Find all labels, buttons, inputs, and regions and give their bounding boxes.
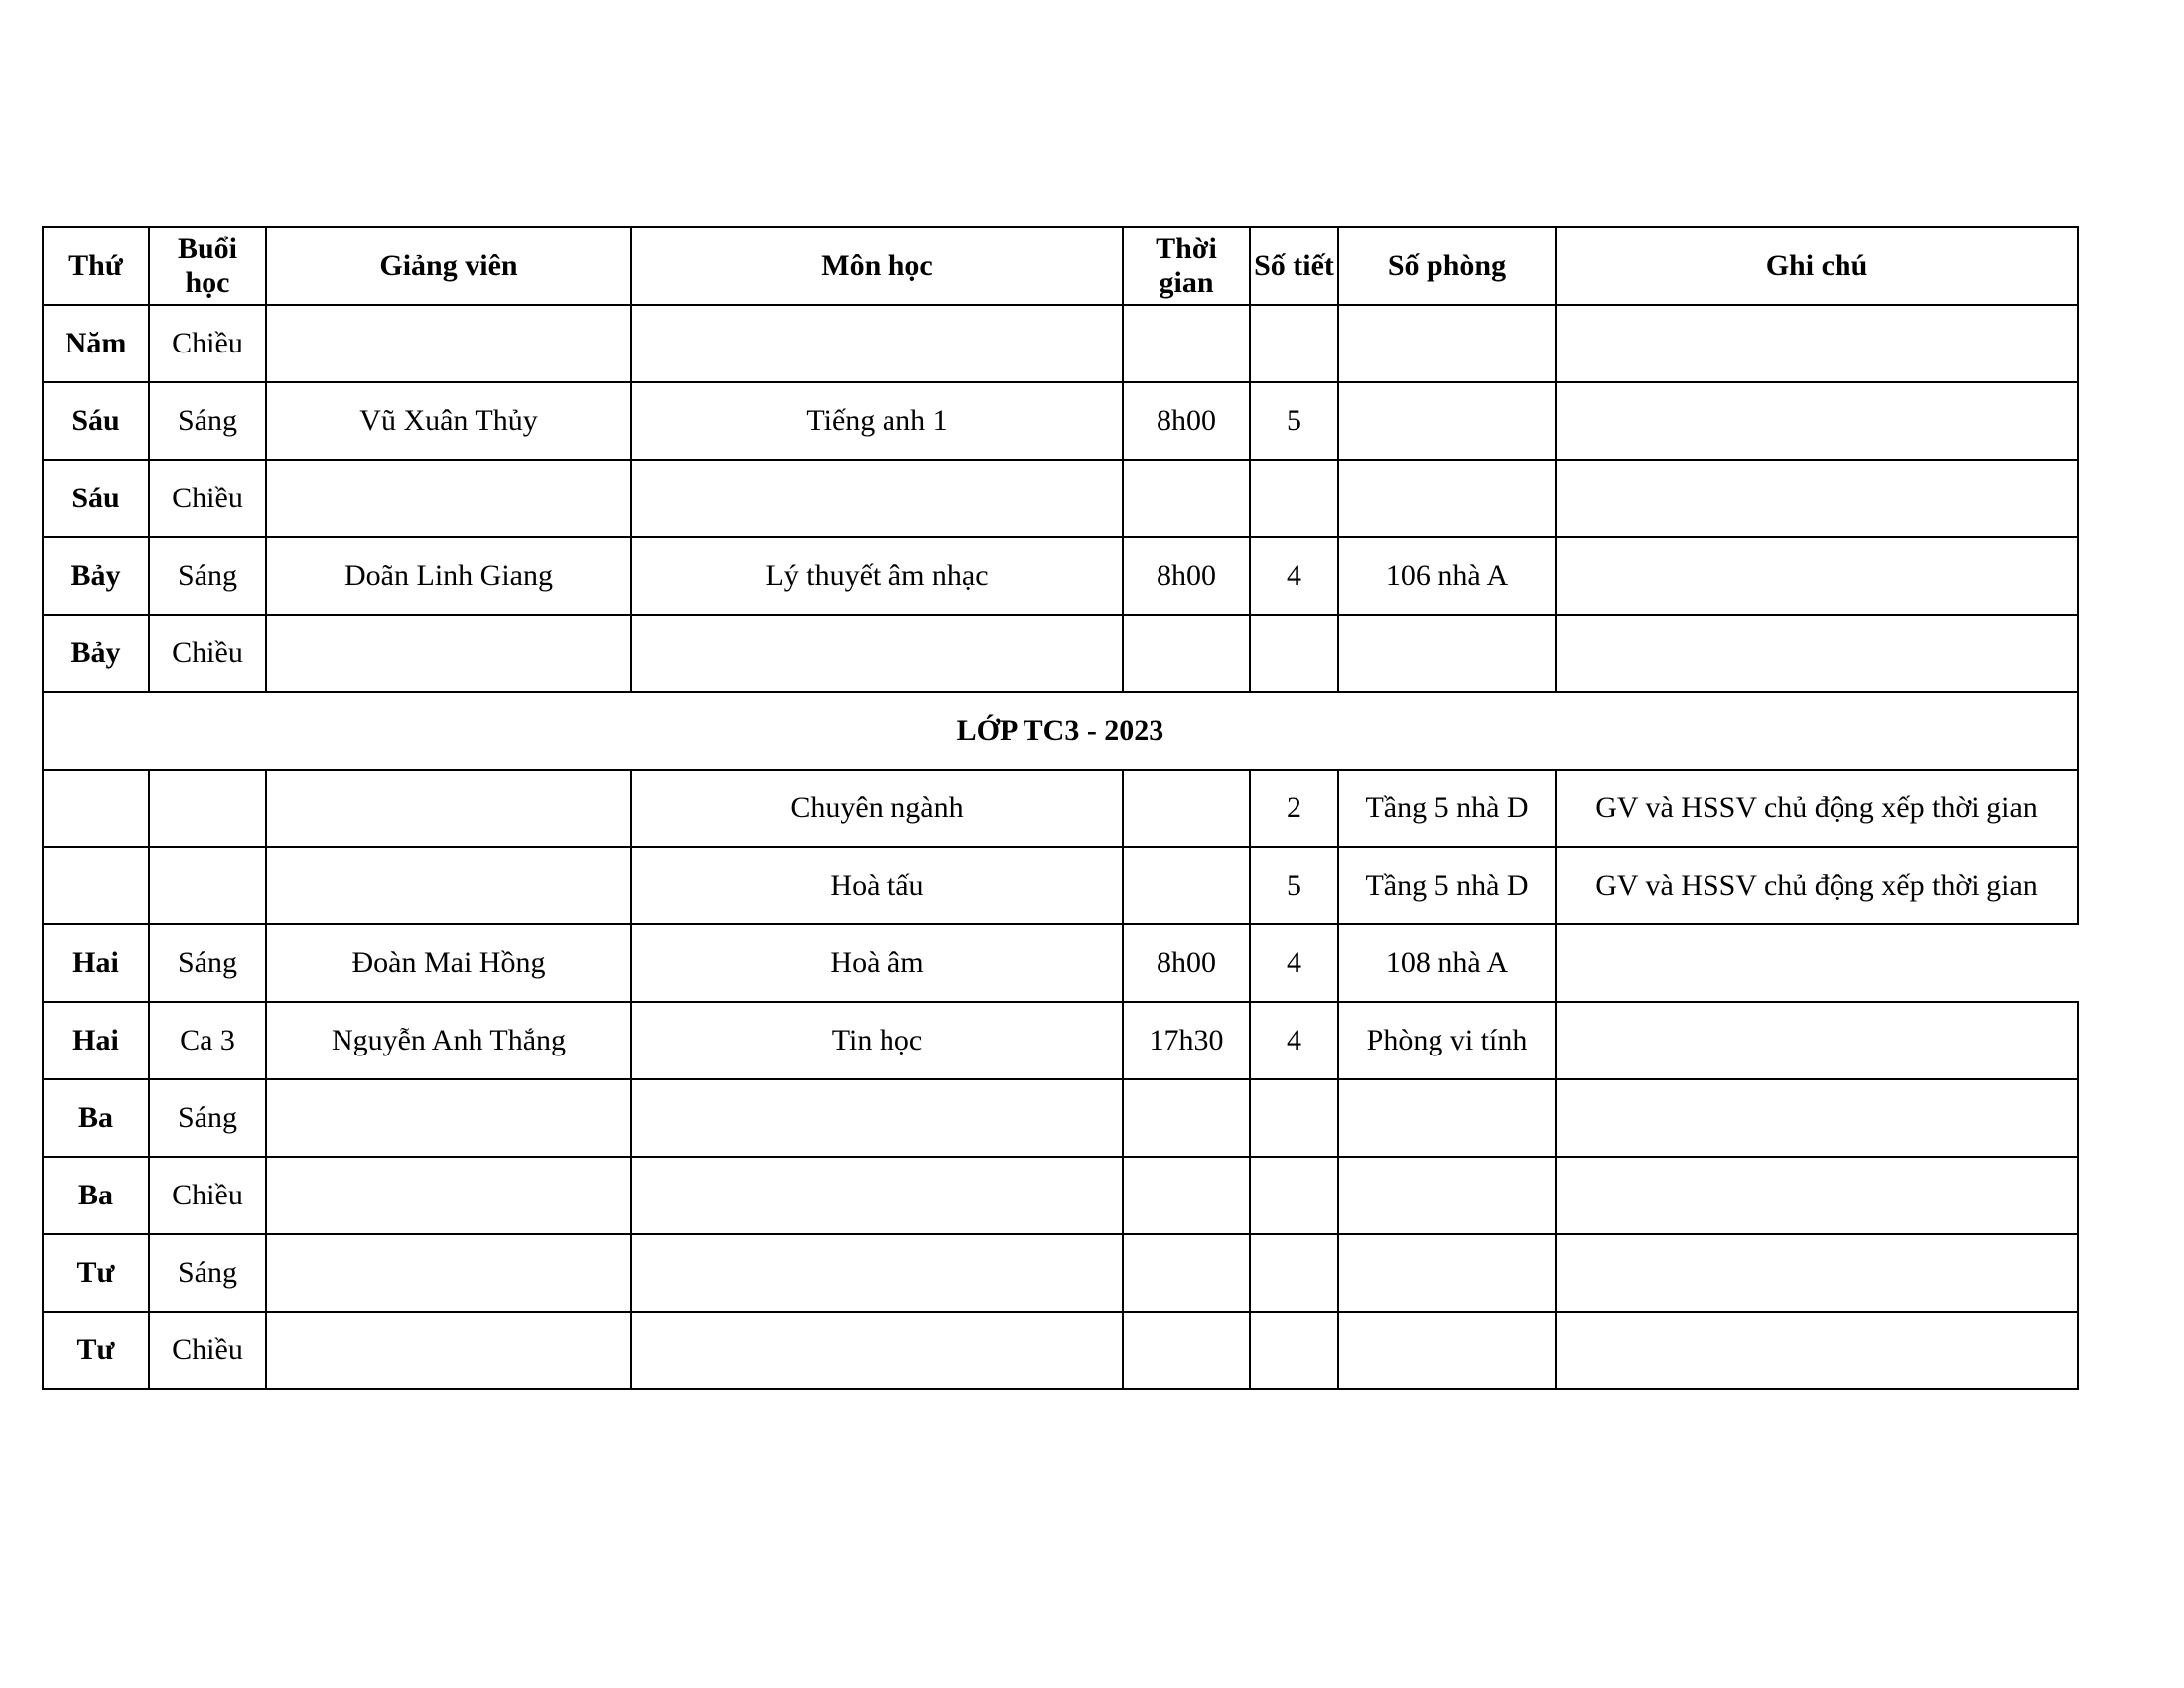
cell-periods [1250, 1234, 1338, 1312]
cell-time [1123, 847, 1250, 924]
cell-periods [1250, 305, 1338, 382]
table-row [43, 1002, 2078, 1079]
schedule-table [42, 226, 2079, 1390]
cell-day: Bảy [43, 615, 149, 692]
cell-note [1556, 382, 2078, 460]
cell-session [149, 847, 266, 924]
header-teacher: Giảng viên [266, 227, 631, 305]
cell-session: Chiều [149, 1312, 266, 1389]
cell-periods: 5 [1250, 847, 1338, 924]
cell-session: Sáng [149, 537, 266, 615]
cell-time: 8h00 [1123, 924, 1250, 1002]
cell-room [1338, 1312, 1556, 1389]
header-room: Số phòng [1338, 227, 1556, 305]
cell-room [1338, 1079, 1556, 1157]
cell-room [1338, 305, 1556, 382]
cell-subject: Tin học [631, 1002, 1123, 1079]
cell-day: Năm [43, 305, 149, 382]
table-row [43, 460, 2078, 537]
cell-subject: Lý thuyết âm nhạc [631, 537, 1123, 615]
cell-time: 8h00 [1123, 537, 1250, 615]
cell-note [1556, 1079, 2078, 1157]
cell-session: Chiều [149, 615, 266, 692]
cell-room [1338, 382, 1556, 460]
cell-note [1556, 1002, 2078, 1079]
cell-session: Chiều [149, 305, 266, 382]
header-periods: Số tiết [1250, 227, 1338, 305]
cell-subject [631, 615, 1123, 692]
cell-time [1123, 1157, 1250, 1234]
section-title: LỚP TC3 - 2023 [43, 692, 2078, 770]
cell-day: Hai [43, 1002, 149, 1079]
cell-teacher [266, 305, 631, 382]
cell-subject: Chuyên ngành [631, 770, 1123, 847]
cell-periods: 2 [1250, 770, 1338, 847]
cell-subject: Hoà âm [631, 924, 1123, 1002]
header-session: Buổi học [149, 227, 266, 305]
cell-subject [631, 1157, 1123, 1234]
cell-room: Tầng 5 nhà D [1338, 770, 1556, 847]
cell-session: Chiều [149, 460, 266, 537]
cell-teacher [266, 770, 631, 847]
cell-subject [631, 1234, 1123, 1312]
cell-day: Tư [43, 1312, 149, 1389]
cell-day [43, 847, 149, 924]
cell-room: Phòng vi tính [1338, 1002, 1556, 1079]
cell-room [1338, 1234, 1556, 1312]
header-subject: Môn học [631, 227, 1123, 305]
cell-note [1556, 537, 2078, 615]
cell-session: Ca 3 [149, 1002, 266, 1079]
header-note: Ghi chú [1556, 227, 2078, 305]
header-day: Thứ [43, 227, 149, 305]
cell-teacher: Vũ Xuân Thủy [266, 382, 631, 460]
header-time: Thời gian [1123, 227, 1250, 305]
cell-note: GV và HSSV chủ động xếp thời gian [1556, 847, 2078, 924]
cell-periods [1250, 460, 1338, 537]
cell-subject [631, 305, 1123, 382]
cell-time [1123, 1234, 1250, 1312]
header-row [43, 227, 2078, 305]
cell-day: Ba [43, 1079, 149, 1157]
cell-room: Tầng 5 nhà D [1338, 847, 1556, 924]
cell-session: Sáng [149, 924, 266, 1002]
cell-teacher: Doãn Linh Giang [266, 537, 631, 615]
table-row [43, 1312, 2078, 1389]
cell-subject [631, 460, 1123, 537]
cell-day: Hai [43, 924, 149, 1002]
cell-time: 8h00 [1123, 382, 1250, 460]
cell-room: 108 nhà A [1338, 924, 1556, 1002]
cell-teacher [266, 460, 631, 537]
cell-teacher [266, 1079, 631, 1157]
table-row [43, 924, 2078, 1002]
cell-subject: Tiếng anh 1 [631, 382, 1123, 460]
cell-time: 17h30 [1123, 1002, 1250, 1079]
cell-time [1123, 615, 1250, 692]
cell-note [1556, 460, 2078, 537]
cell-teacher [266, 615, 631, 692]
cell-session: Sáng [149, 1234, 266, 1312]
cell-teacher [266, 1234, 631, 1312]
cell-periods: 5 [1250, 382, 1338, 460]
cell-teacher [266, 847, 631, 924]
table-row [43, 1079, 2078, 1157]
cell-day: Bảy [43, 537, 149, 615]
cell-teacher [266, 1312, 631, 1389]
cell-teacher: Nguyễn Anh Thắng [266, 1002, 631, 1079]
cell-day: Sáu [43, 382, 149, 460]
cell-note [1556, 924, 2078, 1002]
cell-time [1123, 305, 1250, 382]
cell-subject: Hoà tấu [631, 847, 1123, 924]
cell-time [1123, 460, 1250, 537]
cell-note [1556, 615, 2078, 692]
cell-session: Chiều [149, 1157, 266, 1234]
table-row [43, 382, 2078, 460]
cell-periods: 4 [1250, 1002, 1338, 1079]
section-row [43, 692, 2078, 770]
cell-room [1338, 1157, 1556, 1234]
cell-periods [1250, 615, 1338, 692]
table-row [43, 615, 2078, 692]
cell-note [1556, 1234, 2078, 1312]
table-row [43, 1157, 2078, 1234]
cell-day [43, 770, 149, 847]
cell-day: Ba [43, 1157, 149, 1234]
cell-room [1338, 460, 1556, 537]
table-row [43, 537, 2078, 615]
cell-time [1123, 1079, 1250, 1157]
cell-note: GV và HSSV chủ động xếp thời gian [1556, 770, 2078, 847]
cell-teacher [266, 1157, 631, 1234]
cell-note [1556, 1157, 2078, 1234]
table-row [43, 305, 2078, 382]
cell-subject [631, 1079, 1123, 1157]
cell-room: 106 nhà A [1338, 537, 1556, 615]
cell-periods [1250, 1157, 1338, 1234]
cell-note [1556, 1312, 2078, 1389]
cell-day: Sáu [43, 460, 149, 537]
cell-note [1556, 305, 2078, 382]
cell-session: Sáng [149, 1079, 266, 1157]
cell-day: Tư [43, 1234, 149, 1312]
cell-periods: 4 [1250, 537, 1338, 615]
table-row [43, 847, 2078, 924]
cell-time [1123, 770, 1250, 847]
cell-time [1123, 1312, 1250, 1389]
table-row [43, 1234, 2078, 1312]
cell-room [1338, 615, 1556, 692]
cell-periods: 4 [1250, 924, 1338, 1002]
cell-session [149, 770, 266, 847]
cell-periods [1250, 1079, 1338, 1157]
cell-subject [631, 1312, 1123, 1389]
cell-session: Sáng [149, 382, 266, 460]
cell-teacher: Đoàn Mai Hồng [266, 924, 631, 1002]
cell-periods [1250, 1312, 1338, 1389]
table-row [43, 770, 2078, 847]
